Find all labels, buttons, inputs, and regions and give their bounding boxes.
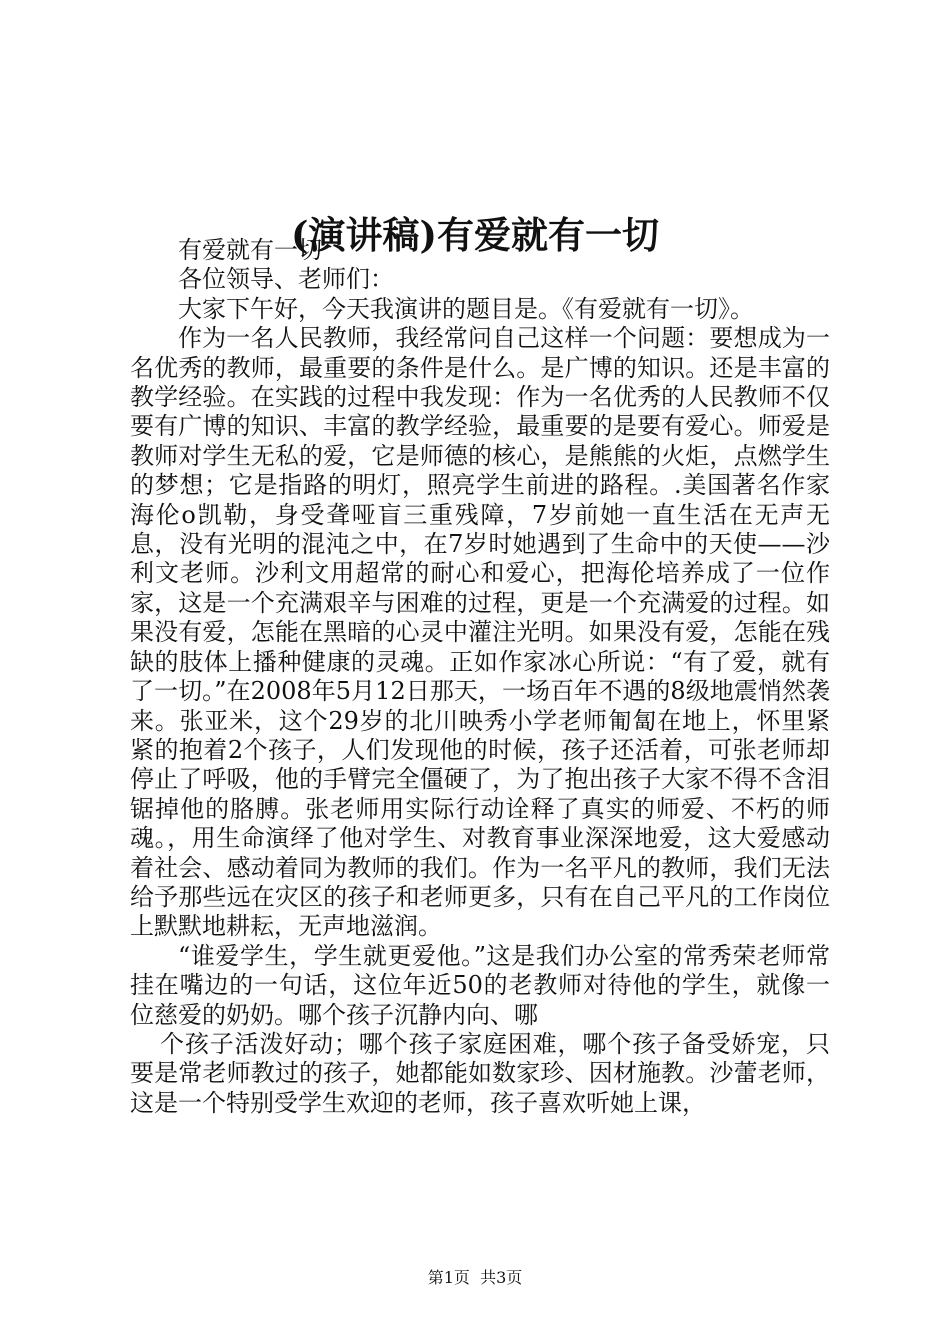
document-body bbox=[130, 236, 830, 1118]
paragraph-heading-repeat: 有爱就有一切 bbox=[178, 236, 322, 264]
paragraph-quote: “谁爱学生，学生就更爱他。”这是我们办公室的常秀荣老师常挂在嘴边的一句话，这位年近50的老教师对待他的学生，就像一位慈爱的奶奶。哪个孩子沉静内向、哪 bbox=[130, 941, 830, 1029]
paragraph-main: 作为一名人民教师，我经常问自己这样一个问题：要想成为一名优秀的教师，最重要的条件是什么。是广博的知识。还是丰富的教学经验。在实践的过程中我发现：作为一名优秀的人民教师不仅要有广博的知识、丰富的教学经验，最重要的是要有爱心。师爱是教师对学生无私的爱，它是师德的核心，是熊熊的火炬，点燃学生的梦想；它是指路的明灯，照亮学生前进的路程。.美国著名作家海伦o凯勒，身受聋哑盲三重残障，7岁前她一直生活在无声无息，没有光明的混沌之中，在7岁时她遇到了生命中的天使——沙利文老师。沙利文用超常的耐心和爱心，把海伦培养成了一位作家，这是一个充满艰辛与困难的过程，更是一个充满爱的过程。如果没有爱，怎能在黑暗的心灵中灌注光明。如果没有爱，怎能在残缺的肢体上播种健康的灵魂。正如作家冰心所说：“有了爱，就有了一切。”在2008年5月12日那天，一场百年不遇的8级地震悄然袭来。张亚米，这个29岁的北川映秀小学老师匍匐在地上，怀里紧紧的抱着2个孩子，人们发现他的时候，孩子还活着，可张老师却停止了呼吸，他的手臂完全僵硬了，为了抱出孩子大家不得不含泪锯掉他的胳膊。张老师用实际行动诠释了真实的师爱、不朽的师魂。，用生命演绎了他对学生、对教育事业深深地爱，这大爱感动着社会、感动着同为教师的我们。作为一名平凡的教师，我们无法给予那些远在灾区的孩子和老师更多，只有在自己平凡的工作岗位上默默地耕耘，无声地滋润。 bbox=[130, 324, 830, 941]
paragraph-salutation: 各位领导、老师们： bbox=[178, 265, 394, 294]
page-number-footer: 第1页 共3页 bbox=[427, 1268, 523, 1287]
paragraph-continuation: 个孩子活泼好动；哪个孩子家庭困难，哪个孩子备受娇宠，只要是常老师教过的孩子，她都能如数家珍、因材施教。沙蕾老师，这是一个特别受学生欢迎的老师，孩子喜欢听她上课， bbox=[130, 1029, 830, 1117]
document-title: (演讲稿)有爱就有一切 bbox=[290, 212, 659, 257]
paragraph-greeting: 大家下午好，今天我演讲的题目是。《有爱就有一切》。 bbox=[178, 294, 754, 323]
